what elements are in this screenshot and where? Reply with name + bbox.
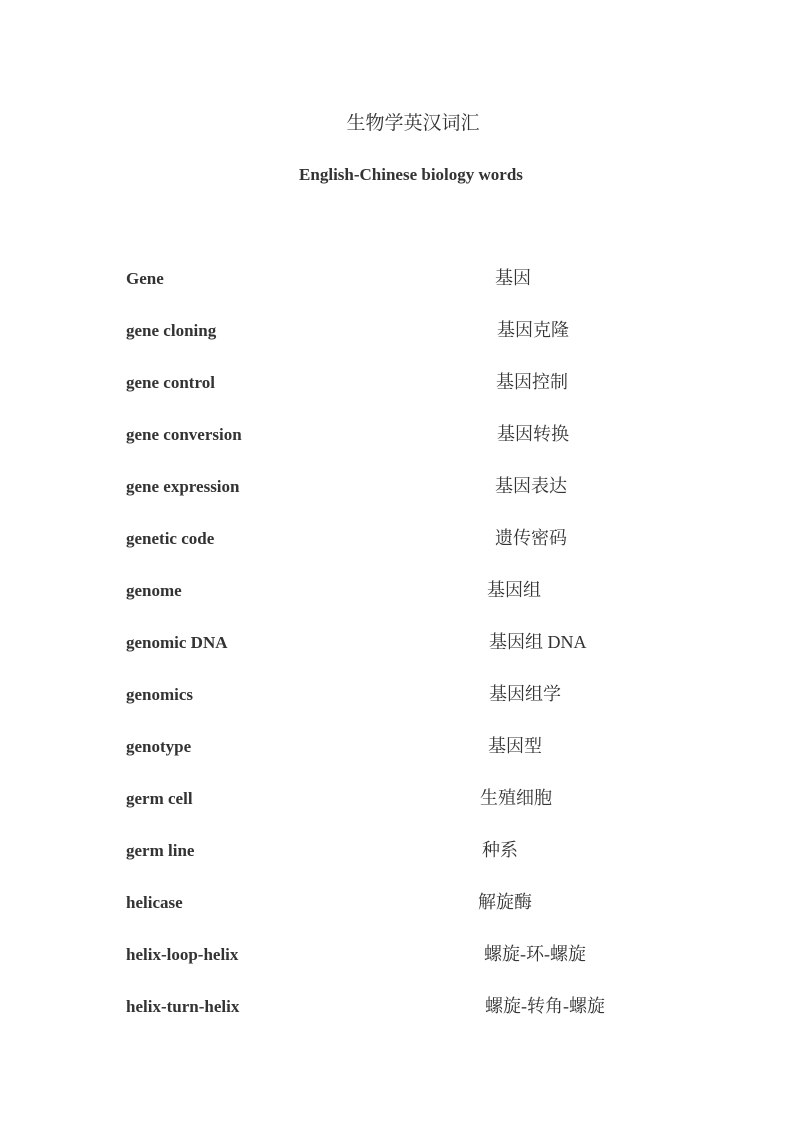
chinese-term: 螺旋-环-螺旋: [484, 944, 586, 964]
english-term: helicase: [126, 893, 183, 912]
english-term: germ line: [126, 841, 195, 860]
glossary-entry: [126, 993, 686, 1045]
chinese-term: 基因控制: [496, 372, 568, 392]
english-term: gene control: [126, 373, 215, 392]
glossary-entry: [126, 525, 686, 577]
chinese-term: 基因组 DNA: [489, 632, 587, 652]
glossary-entry: [126, 577, 686, 629]
glossary-entry: [126, 369, 686, 421]
page-subtitle: English-Chinese biology words: [299, 165, 523, 184]
english-term: Gene: [126, 269, 164, 288]
glossary-entry: [126, 317, 686, 369]
glossary-entry: [126, 785, 686, 837]
english-term: helix-loop-helix: [126, 945, 239, 964]
chinese-term: 基因组学: [489, 684, 561, 704]
glossary-entry: [126, 629, 686, 681]
english-term: germ cell: [126, 789, 193, 808]
chinese-term: 基因转换: [497, 424, 569, 444]
glossary-entry: [126, 265, 686, 317]
glossary-entry: [126, 941, 686, 993]
glossary-entry: [126, 837, 686, 889]
glossary-entry: [126, 421, 686, 473]
english-term: helix-turn-helix: [126, 997, 240, 1016]
chinese-term: 种系: [482, 840, 518, 860]
english-term: genomics: [126, 685, 194, 704]
chinese-term: 基因组: [487, 580, 541, 600]
english-term: genotype: [126, 737, 192, 756]
glossary-entry: [126, 681, 686, 733]
glossary-entry: [126, 889, 686, 941]
chinese-term: 基因表达: [495, 476, 567, 496]
glossary-list: [126, 265, 686, 1045]
chinese-term: 螺旋-转角-螺旋: [485, 996, 605, 1016]
chinese-term: 遗传密码: [495, 528, 567, 548]
english-term: gene conversion: [126, 425, 242, 444]
english-term: genomic DNA: [126, 633, 228, 652]
glossary-entry: [126, 473, 686, 525]
chinese-term: 基因: [495, 268, 531, 288]
english-term: gene cloning: [126, 321, 217, 340]
chinese-term: 基因克隆: [497, 320, 569, 340]
page-title: 生物学英汉词汇: [346, 113, 480, 134]
chinese-term: 生殖细胞: [480, 788, 552, 808]
english-term: genetic code: [126, 529, 215, 548]
english-term: gene expression: [126, 477, 240, 496]
english-term: genome: [126, 581, 182, 600]
glossary-entry: [126, 733, 686, 785]
chinese-term: 基因型: [488, 736, 542, 756]
chinese-term: 解旋酶: [478, 892, 532, 912]
